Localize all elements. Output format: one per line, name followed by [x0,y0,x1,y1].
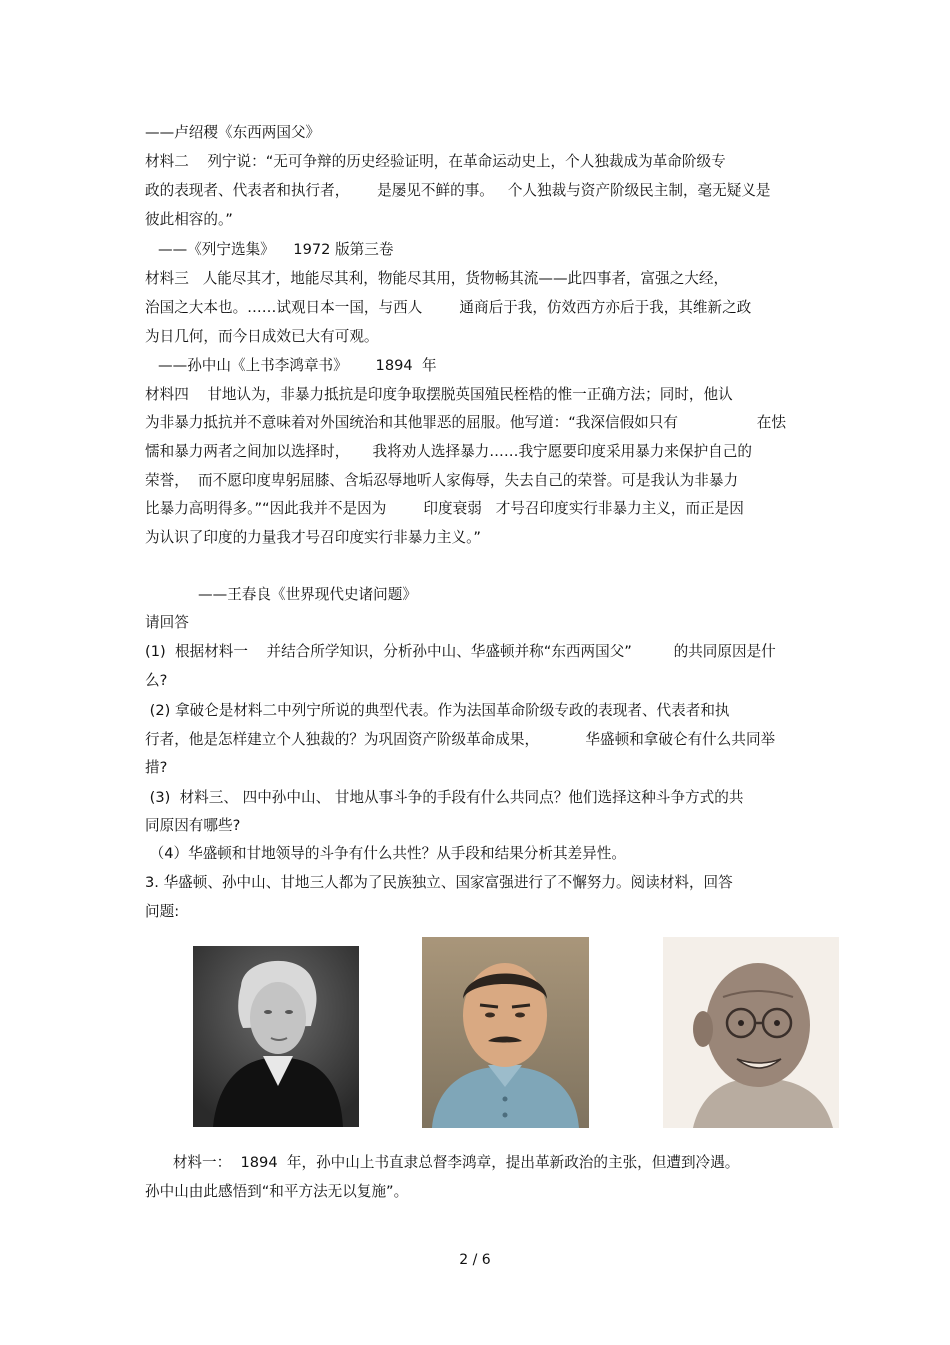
portrait-sun-yat-sen [422,937,589,1128]
material-1-text: 材料一： 1894 年，孙中山上书直隶总督李鸿章，提出革新政治的主张，但遭到冷遇。 [145,1154,740,1171]
portrait-washington [193,946,359,1127]
question-1: (1) 根据材料一 并结合所学知识，分析孙中山、华盛顿并称“东西两国父” 的共同原因是什 [145,643,776,660]
source-citation: ——卢绍稷《东西两国父》 [145,124,321,141]
question-3: (3) 材料三、 四中孙中山、 甘地从事斗争的手段有什么共同点？他们选择这种斗争方式的共 [145,789,744,806]
text-line: 懦和暴力两者之间加以选择时， 我将劝人选择暴力……我宁愿要印度采用暴力来保护自己的 [145,443,752,460]
text-line: 材料三 人能尽其才，地能尽其利，物能尽其用，货物畅其流——此四事者，富强之大经， [145,270,729,287]
portrait-gandhi [663,937,839,1128]
text-line: 为非暴力抵抗并不意味着对外国统治和其他罪恶的屈服。他写道：“我深信假如只有 在怯 [145,414,786,431]
question-1-cont: 么? [145,672,168,689]
text-line: 比暴力高明得多。”“因此我并不是因为 印度衰弱 才号召印度实行非暴力主义，而正是因 [145,500,744,517]
problem-3-heading: 3. 华盛顿、孙中山、甘地三人都为了民族独立、国家富强进行了不懈努力。阅读材料，回答 [145,874,733,891]
text-line: 材料二 列宁说：“无可争辩的历史经验证明，在革命运动史上，个人独裁成为革命阶级专 [145,153,726,170]
source-citation: ——《列宁选集》 1972 版第三卷 [158,241,394,258]
question-4: （4）华盛顿和甘地领导的斗争有什么共性？从手段和结果分析其差异性。 [145,845,626,862]
text-line: 治国之大本也。……试观日本一国，与西人 通商后于我，仿效西方亦后于我，其维新之政 [145,299,752,316]
text-line: 材料四 甘地认为，非暴力抵抗是印度争取摆脱英国殖民桎梏的惟一正确方法；同时，他认 [145,386,733,403]
text-line: 为日几何，而今日成效已大有可观。 [145,328,379,345]
problem-3-heading-cont: 问题: [145,903,180,920]
text-line: 为认识了印度的力量我才号召印度实行非暴力主义。” [145,529,481,546]
question-3-cont: 同原因有哪些? [145,817,241,834]
prompt-heading: 请回答 [145,614,189,631]
source-citation: ——王春良《世界现代史诸问题》 [198,586,417,603]
text-line: 彼此相容的。” [145,211,233,228]
question-2-cont: 行者，他是怎样建立个人独裁的？为巩固资产阶级革命成果， 华盛顿和拿破仑有什么共同举 [145,731,776,748]
text-line: 荣誉， 而不愿印度卑躬屈膝、含垢忍辱地听人家侮辱，失去自己的荣誉。可是我认为非暴力 [145,472,739,489]
question-2-cont: 措? [145,759,168,776]
source-citation: ——孙中山《上书李鸿章书》 1894 年 [158,357,437,374]
material-1-text-cont: 孙中山由此感悟到“和平方法无以复施”。 [145,1183,409,1200]
question-2: (2) 拿破仑是材料二中列宁所说的典型代表。作为法国革命阶级专政的表现者、代表者和执 [145,702,730,719]
text-line: 政的表现者、代表者和执行者， 是屡见不鲜的事。 个人独裁与资产阶级民主制，毫无疑义是 [145,182,771,199]
page-number: 2 / 6 [459,1252,491,1268]
